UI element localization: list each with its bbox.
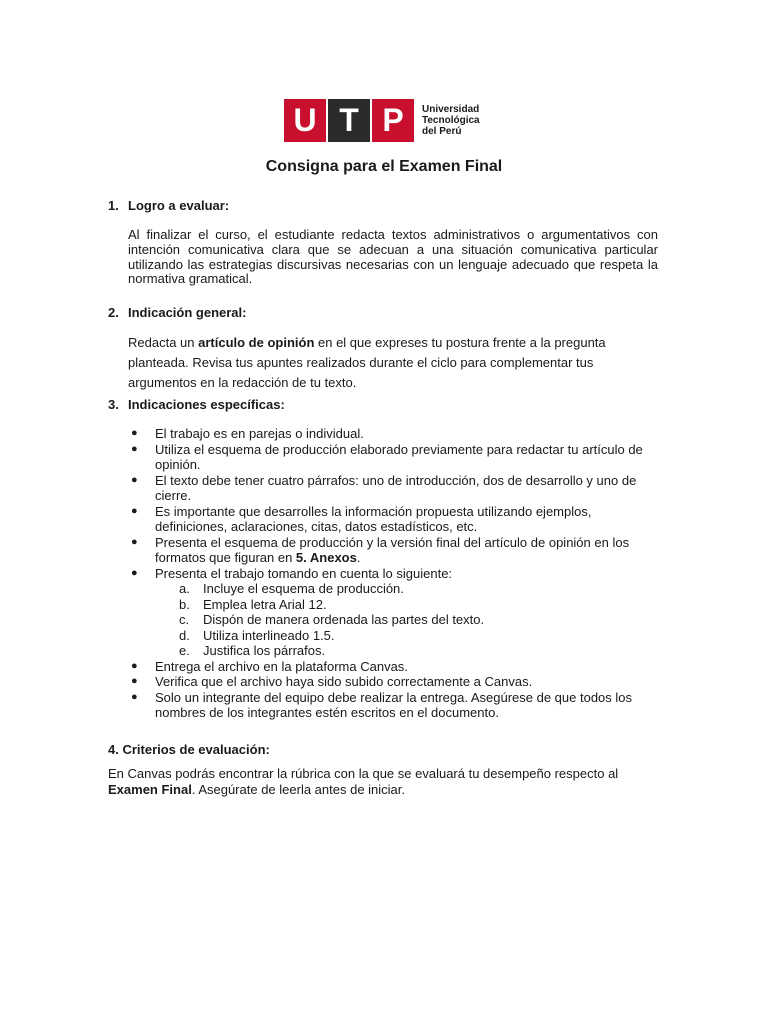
section-2-body-post: en el que expreses tu postura frente a la pregunta planteada. Revisa tus apuntes realizados durante el ciclo para complementar tus argumentos en la redacción de tu texto. [128, 335, 606, 390]
sublist-text: Dispón de manera ordenada las partes del texto. [203, 612, 485, 627]
sublist-text: Emplea letra Arial 12. [203, 596, 327, 612]
logo-line-1: Universidad [422, 104, 480, 115]
logo-mark [284, 99, 414, 142]
sublist-text: Justifica los párrafos. [203, 643, 326, 658]
section-4-body-bold: Examen Final [108, 781, 192, 797]
list-item: ● Verifica que el archivo haya sido subido correctamente a Canvas. [128, 674, 658, 690]
sublist-item [155, 628, 658, 644]
instructions-list [128, 426, 658, 721]
section-2-body [128, 333, 658, 393]
list-item-post: . [356, 550, 361, 565]
format-sublist [155, 581, 658, 659]
logo-letter-p: P [372, 99, 414, 142]
sublist-letter: b. [179, 596, 190, 612]
logo-letter-u: U [284, 99, 326, 142]
list-item: ● Solo un integrante del equipo debe realizar la entrega. Asegúrese de que todos los nombres de los integrantes estén escritos en el documento. [128, 690, 658, 721]
section-2-heading [108, 305, 246, 320]
section-3-heading [108, 397, 285, 412]
list-item: ● El trabajo es en parejas o individual. [128, 426, 658, 442]
section-4-heading: 4. Criterios de evaluación: [108, 742, 270, 757]
section-3-number: 3. [108, 397, 119, 412]
list-item: ● Es importante que desarrolles la información propuesta utilizando ejemplos, definiciones, aclaraciones, citas, datos estadísticos, etc. [128, 504, 658, 535]
list-item: ● Utiliza el esquema de producción elaborado previamente para redactar tu artículo de opinión. [128, 442, 658, 473]
sublist-item [155, 612, 658, 628]
section-1-heading [108, 198, 229, 213]
section-1-body: Al finalizar el curso, el estudiante redacta textos administrativos o argumentativos con intención comunicativa clara que se adecuan a una situación comunicativa particular utilizando las estrategias discursivas necesarias con un lenguaje adecuado que respeta la normativa gramatical. [128, 227, 658, 287]
section-3-title: Indicaciones específicas: [128, 397, 285, 412]
section-4-body-post: . Asegúrate de leerla antes de iniciar. [191, 781, 406, 797]
section-2-title: Indicación general: [128, 305, 247, 320]
utp-logo [284, 99, 480, 142]
list-item-pre: Presenta el esquema de producción y la versión final del artículo de opinión en los formatos que figuran en [155, 534, 630, 565]
sublist-item [155, 581, 658, 597]
document-title: Consigna para el Examen Final [265, 158, 503, 175]
section-2-number: 2. [108, 305, 119, 320]
list-item-text: Presenta el trabajo tomando en cuenta lo siguiente: [155, 565, 453, 581]
sublist-letter: a. [179, 581, 190, 596]
list-item: ● Entrega el archivo en la plataforma Canvas. [128, 659, 658, 675]
section-4-body-pre: En Canvas podrás encontrar la rúbrica con la que se evaluará tu desempeño respecto al [108, 766, 619, 781]
list-item [128, 535, 658, 566]
logo-line-2: Tecnológica [422, 115, 480, 126]
sublist-letter: e. [179, 643, 190, 658]
logo-letter-t: T [328, 99, 370, 142]
sublist-text: Incluye el esquema de producción. [203, 581, 404, 596]
section-1-title: Logro a evaluar: [128, 198, 230, 213]
logo-wordmark [422, 104, 480, 137]
sublist-text: Utiliza interlineado 1.5. [203, 627, 335, 643]
logo-line-3: del Perú [422, 126, 462, 137]
sublist-letter: c. [179, 612, 190, 627]
list-item [128, 566, 658, 659]
sublist-item [155, 643, 658, 659]
list-item-bold: 5. Anexos [295, 550, 357, 565]
section-4-body [108, 766, 658, 797]
list-item: ● El texto debe tener cuatro párrafos: uno de introducción, dos de desarrollo y uno de cierre. [128, 473, 658, 504]
section-1-number: 1. [108, 198, 119, 213]
sublist-letter: d. [179, 627, 190, 643]
section-2-body-pre: Redacta un [128, 335, 199, 350]
section-2-body-bold: artículo de opinión [198, 335, 315, 350]
sublist-item [155, 597, 658, 613]
